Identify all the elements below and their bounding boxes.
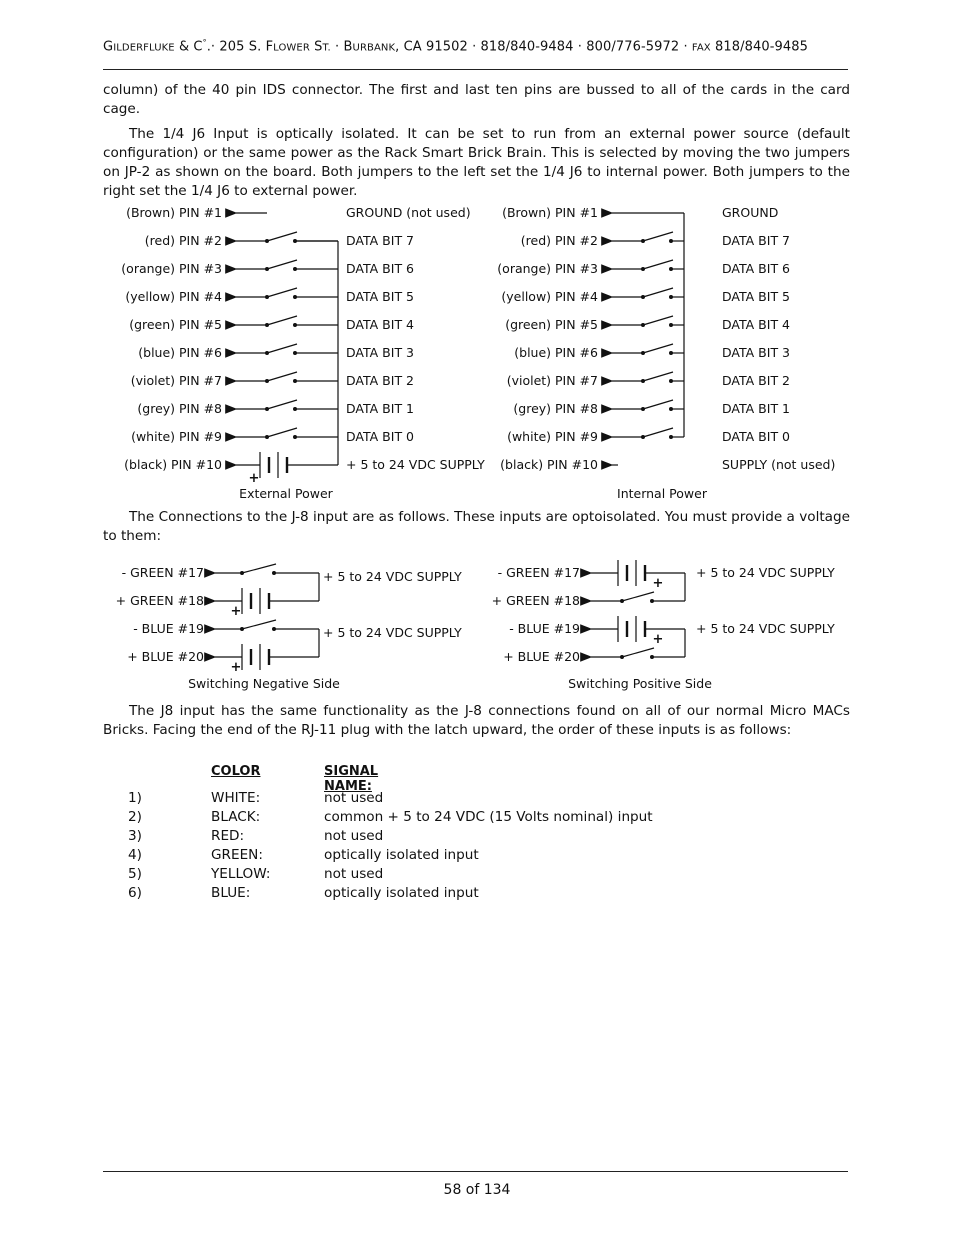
company-amp: & C	[178, 39, 203, 55]
int-switch-blade	[643, 344, 673, 353]
ext-pin-label: (white) PIN #9	[131, 429, 222, 444]
row-signal: not used	[324, 828, 384, 844]
diagram-1-group	[121, 205, 835, 501]
int-signal-label: DATA BIT 2	[722, 373, 790, 388]
footer-rule	[103, 1171, 848, 1172]
row-number: 2)	[128, 809, 142, 825]
neg-supply-label: + 5 to 24 VDC SUPPLY	[323, 625, 462, 640]
int-signal-label: DATA BIT 4	[722, 317, 790, 332]
header-signal: SIGNAL NAME:	[324, 764, 379, 794]
int-pin-label: (Brown) PIN #1	[502, 205, 598, 220]
int-switch-blade	[643, 372, 673, 381]
pos-input-label: - GREEN #17	[497, 565, 580, 580]
int-signal-label: DATA BIT 0	[722, 429, 790, 444]
pos-switch-blade	[622, 592, 654, 601]
int-pin-label: (blue) PIN #6	[514, 345, 598, 360]
fax-number: 818/840-9485	[710, 39, 808, 55]
int-pin-label: (orange) PIN #3	[497, 261, 598, 276]
int-pin-label: (grey) PIN #8	[513, 401, 598, 416]
row-color: YELLOW:	[211, 866, 271, 882]
row-signal: not used	[324, 866, 384, 882]
int-pin-label: (violet) PIN #7	[506, 373, 598, 388]
pos-supply-label: + 5 to 24 VDC SUPPLY	[696, 621, 835, 636]
row-signal: common + 5 to 24 VDC (15 Volts nominal) input	[324, 809, 653, 825]
ext-signal-label: DATA BIT 3	[346, 345, 414, 360]
table-row	[103, 885, 803, 904]
ext-pin-label: (orange) PIN #3	[121, 261, 222, 276]
neg-switch-blade	[242, 620, 276, 629]
ext-switch-blade	[267, 260, 297, 269]
row-signal: optically isolated input	[324, 885, 479, 901]
row-color: RED:	[211, 828, 245, 844]
fax-label: FAX	[691, 42, 711, 54]
ext-pin-label: (grey) PIN #8	[137, 401, 222, 416]
row-number: 3)	[128, 828, 142, 844]
table-row	[103, 866, 803, 885]
ext-switch-blade	[267, 428, 297, 437]
int-switch-blade	[643, 428, 673, 437]
ext-pin-label: (green) PIN #5	[129, 317, 222, 332]
row-number: 6)	[128, 885, 142, 901]
int-signal-label: GROUND	[722, 205, 779, 220]
pos-plus-sign: +	[652, 632, 664, 647]
row-color: WHITE:	[211, 790, 261, 806]
table-row	[103, 847, 803, 866]
ext-signal-label: DATA BIT 5	[346, 289, 414, 304]
neg-input-label: + BLUE #20	[127, 649, 204, 664]
int-signal-label: DATA BIT 5	[722, 289, 790, 304]
int-pin-label: (green) PIN #5	[505, 317, 598, 332]
neg-switch-blade	[242, 564, 276, 573]
row-number: 4)	[128, 847, 142, 863]
int-switch-blade	[643, 260, 673, 269]
pos-caption: Switching Positive Side	[568, 676, 712, 691]
j8-wiring-diagram	[0, 555, 954, 700]
ext-switch-blade	[267, 288, 297, 297]
header-rule	[103, 69, 848, 70]
ext-signal-label: DATA BIT 0	[346, 429, 414, 444]
pos-input-label: + GREEN #18	[491, 593, 580, 608]
j6-wiring-diagram	[0, 200, 954, 510]
int-signal-label: DATA BIT 6	[722, 261, 790, 276]
int-switch-blade	[643, 316, 673, 325]
neg-input-label: + GREEN #18	[115, 593, 204, 608]
pos-input-label: - BLUE #19	[509, 621, 580, 636]
ext-signal-label: DATA BIT 7	[346, 233, 414, 248]
pos-supply-label: + 5 to 24 VDC SUPPLY	[696, 565, 835, 580]
city-initial: B	[343, 39, 353, 55]
page-header	[103, 38, 848, 54]
ext-pin-label: (black) PIN #10	[124, 457, 222, 472]
table-row	[103, 809, 803, 828]
neg-input-label: - BLUE #19	[133, 621, 204, 636]
street-initial: F	[265, 39, 274, 55]
street-name: LOWER	[273, 42, 310, 54]
ext-switch-blade	[267, 372, 297, 381]
degree-mark: °	[202, 38, 207, 47]
paragraph-3: The Connections to the J-8 input are as follows. These inputs are optoisolated. You must provide a voltage to them:	[103, 509, 850, 544]
int-signal-label: DATA BIT 1	[722, 401, 790, 416]
ext-switch-blade	[267, 344, 297, 353]
row-signal: not used	[324, 790, 384, 806]
row-color: GREEN:	[211, 847, 263, 863]
row-number: 5)	[128, 866, 142, 882]
int-signal-label: DATA BIT 7	[722, 233, 790, 248]
int-signal-label: SUPPLY (not used)	[722, 457, 836, 472]
page-number: 58 of 134	[443, 1182, 511, 1198]
int-pin-label: (black) PIN #10	[500, 457, 598, 472]
paragraph-2: The 1/4 J6 Input is optically isolated. It can be set to run from an external power source (default configuration) or the same power as the Rack Smart Brick Brain. This is selected by moving the two jumpers on JP-2 as shown on the board. Both jumpers to the left set the 1/4 J6 to internal power. Both jumpers to the right set the 1/4 J6 to external power.	[103, 126, 850, 199]
header-color: COLOR	[211, 764, 261, 779]
ext-caption: External Power	[239, 486, 333, 501]
ext-signal-label: DATA BIT 2	[346, 373, 414, 388]
address-lead: .· 205 S.	[206, 39, 266, 55]
diagram-2-group	[116, 560, 835, 691]
ext-switch-blade	[267, 400, 297, 409]
st-initial: S	[309, 39, 323, 55]
ext-switch-blade	[267, 232, 297, 241]
ext-signal-label: DATA BIT 1	[346, 401, 414, 416]
int-caption: Internal Power	[617, 486, 707, 501]
ext-signal-label: DATA BIT 4	[346, 317, 414, 332]
neg-caption: Switching Negative Side	[188, 676, 340, 691]
paragraph-1: column) of the 40 pin IDS connector. The first and last ten pins are bussed to all of the cards in the card cage.	[103, 82, 850, 117]
table-row	[103, 790, 803, 809]
ext-signal-label: GROUND (not used)	[346, 205, 471, 220]
neg-plus-sign: +	[230, 660, 242, 675]
ext-pin-label: (Brown) PIN #1	[126, 205, 222, 220]
row-number: 1)	[128, 790, 142, 806]
row-color: BLUE:	[211, 885, 251, 901]
ext-pin-label: (yellow) PIN #4	[125, 289, 222, 304]
int-pin-label: (red) PIN #2	[520, 233, 598, 248]
neg-plus-sign: +	[230, 604, 242, 619]
table-row	[103, 828, 803, 847]
ext-signal-label: DATA BIT 6	[346, 261, 414, 276]
city-separator: ·	[330, 39, 344, 55]
neg-input-label: - GREEN #17	[121, 565, 204, 580]
int-switch-blade	[643, 400, 673, 409]
city-name: URBANK	[352, 42, 396, 54]
ext-signal-label: + 5 to 24 VDC SUPPLY	[346, 457, 485, 472]
address-rest: , CA 91502 · 818/840-9484 · 800/776-5972 ·	[395, 39, 692, 55]
st-rest: T.	[322, 42, 331, 54]
int-signal-label: DATA BIT 3	[722, 345, 790, 360]
pos-plus-sign: +	[652, 576, 664, 591]
neg-supply-label: + 5 to 24 VDC SUPPLY	[323, 569, 462, 584]
pos-switch-blade	[622, 648, 654, 657]
row-color: BLACK:	[211, 809, 261, 825]
int-switch-blade	[643, 288, 673, 297]
row-signal: optically isolated input	[324, 847, 479, 863]
int-pin-label: (yellow) PIN #4	[501, 289, 598, 304]
int-pin-label: (white) PIN #9	[507, 429, 598, 444]
company-name: ILDERFLUKE	[113, 42, 175, 54]
ext-plus-sign: +	[248, 471, 260, 486]
ext-switch-blade	[267, 316, 297, 325]
int-switch-blade	[643, 232, 673, 241]
ext-pin-label: (violet) PIN #7	[130, 373, 222, 388]
company-initial: G	[103, 39, 114, 55]
ext-pin-label: (red) PIN #2	[144, 233, 222, 248]
ext-pin-label: (blue) PIN #6	[138, 345, 222, 360]
pos-input-label: + BLUE #20	[503, 649, 580, 664]
paragraph-4: The J8 input has the same functionality as the J-8 connections found on all of our normal Micro MACs Bricks. Facing the end of the RJ-11 plug with the latch upward, the order of these inputs is as follows:	[103, 703, 850, 738]
